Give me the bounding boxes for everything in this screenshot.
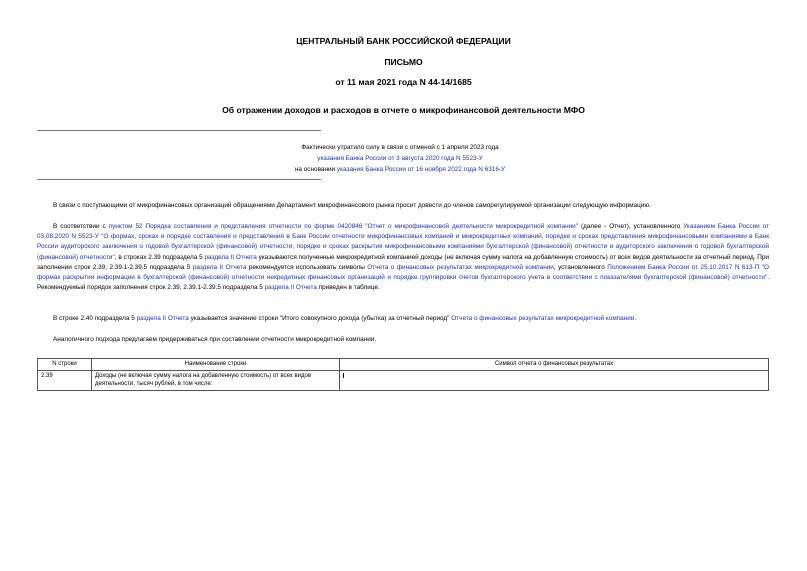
link-order-0420846[interactable]: пунктом 52 Порядка составления и представления отчетности по форме 0420846 "Отчет о микрофинансовой деятельности микрокредитной компании" [108,223,579,230]
link-financial-results-report[interactable]: Отчета о финансовых результатах микрокредитной компании [367,263,554,271]
text-cursor-icon [343,373,344,378]
paragraph-2-text: приведен в таблице. [316,284,380,292]
status-note [210,142,590,175]
org-name: ЦЕНТРАЛЬНЫЙ БАНК РОССИЙСКОЙ ФЕДЕРАЦИИ [296,36,511,46]
doc-title: Об отражении доходов и расходов в отчете о микрофинансовой деятельности МФО [222,105,585,115]
status-note-link-5523[interactable]: указания Банка России от 3 августа 2020 года N 5523-У [317,155,483,162]
status-note-prefix: на основании [294,166,337,173]
status-note-link-6316[interactable]: указания Банка России от 16 ноября 2022 года N 6316-У [336,166,506,173]
rows-table [37,358,769,391]
table-header-row [38,359,769,371]
paragraph-3-text: указывается значение строки "Итого совокупного дохода (убытка) за отчетный период" [188,315,452,322]
status-note-line1: Фактически утратило силу в связи с отменой с 1 апреля 2023 года [301,144,499,151]
row-symbol-cell [340,370,769,390]
col-header-row-number: N строки [38,359,92,371]
paragraph-2-text: указываются полученные микрокредитной компанией доходы (не включая сумму налога на добавленную стоимость) от всех видов деятельности за отчетный период. При заполнении строк 2.39, 2.39.1-2.39.5 подраздела 5 [37,253,769,271]
link-razdel-ii[interactable]: раздела II Отчета [136,315,189,322]
paragraph-2-text: , в строках 2.39 подраздела 5 [114,253,205,261]
link-financial-results-report[interactable]: Отчета о финансовых результатах микрокредитной компании [451,315,635,322]
paragraph-1-text: В связи с поступающими от микрофинансовых организаций обращениями Департамент микрофинансового рынка просит довести до членов саморегулируемой организации следующую информацию. [53,202,651,209]
paragraph-2-text: . Рекомендуемый порядок заполнения строк 2.39, 2.39.1-2.39.5 подраздела 5 [37,274,769,292]
doc-type: ПИСЬМО [384,57,423,67]
top-divider [37,130,321,131]
table-row [38,370,769,390]
paragraph-3-text: В строке 2.40 подраздела 5 [53,315,137,322]
paragraph-3-text: . [634,315,637,322]
paragraph-2-text: , установленного [553,263,608,271]
col-header-row-name: Наименование строки [92,359,340,371]
link-ukazanie-5523[interactable]: Указанием Банка России от 03.08.2020 N 5523-У "О формах, сроках и порядке составления и представления в Банк России отчетности микрофинансовых компаний и микрокредитных компаний, порядке и сроках представления микрофинансовыми компаниями в Банк России аудиторского заключения о годовой бухгалтерской (финансовой) отчетности, порядке и сроках раскрытия микрофинансовыми компаниями бухгалтерской (финансовой) отчетности и аудиторского заключения о годовой бухгалтерской (финансовой) отчетности" [37,223,769,261]
col-header-symbol: Символ отчета о финансовых результатах [340,359,769,371]
row-number-cell: 2.39 [38,370,92,390]
paragraph-2-text: рекомендуется использовать символы [246,263,368,271]
bottom-divider [37,179,321,180]
link-razdel-ii[interactable]: раздела II Отчета [264,284,317,292]
doc-date-number: от 11 мая 2021 года N 44-14/1685 [335,77,472,87]
paragraph-2 [37,222,769,293]
link-razdel-ii[interactable]: раздела II Отчета [204,253,257,261]
paragraph-2-text: (далее - Отчет), установленного [578,223,684,230]
paragraph-2-text: В соответствии с [53,223,109,230]
paragraph-1 [37,201,769,211]
link-polozhenie-613p[interactable]: Положением Банка России от 25.10.2017 N 613-П "О формах раскрытия информации в бухгалтерской (финансовой) отчетности некредитных финансовых организаций и порядке группировки счетов бухгалтерского учета в соответствии с показателями бухгалтерской (финансовой) отчетности" [37,263,770,282]
paragraph-4 [37,335,769,345]
link-razdel-ii[interactable]: раздела II Отчета [192,263,247,271]
paragraph-3 [37,314,769,324]
paragraph-4-text: Аналогичного подхода предлагаем придерживаться при составлении отчетности микрокредитной компании. [53,336,377,343]
row-name-cell: Доходы (не включая сумму налога на добавленную стоимость) от всех видов деятельности, тысяч рублей, в том числе: [92,370,340,390]
